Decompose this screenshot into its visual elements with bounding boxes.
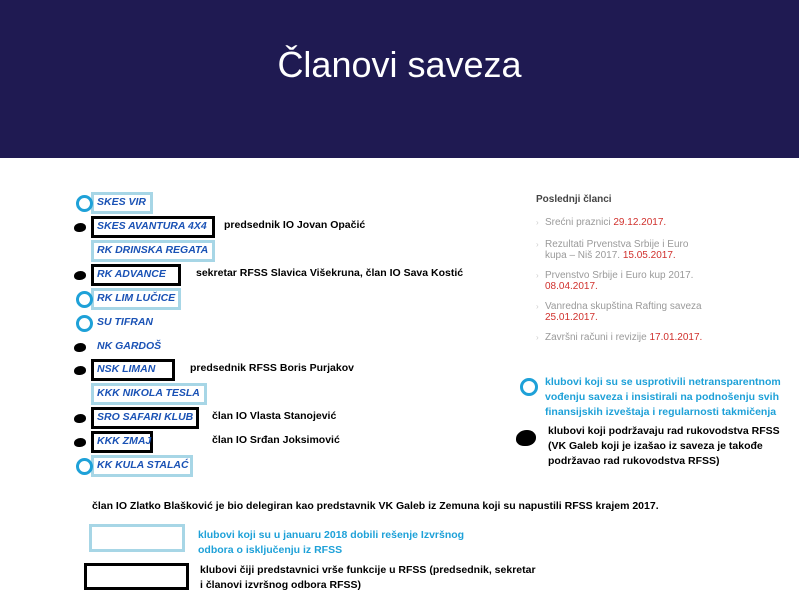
sidebar-title: Poslednji članci [536,194,612,205]
legend-dark-box [84,563,189,590]
club-role-note: član IO Srđan Joksimović [212,434,340,446]
club-name: SKES AVANTURA 4X4 [97,220,207,232]
slide-header [0,0,799,158]
article-link[interactable]: Vanredna skupština Rafting saveza [545,301,702,312]
article-link[interactable]: Prvenstvo Srbije i Euro kup 2017. [545,270,694,281]
ring-icon [76,458,93,475]
legend-blob-icon [516,430,536,446]
blob-icon [74,271,86,280]
article-link[interactable]: Srećni praznici [545,217,611,228]
article-date: 15.05.2017. [622,250,676,261]
club-name: SRO SAFARI KLUB [97,411,194,423]
club-name: SU TIFRAN [97,316,153,328]
legend-light-box [89,524,185,552]
bullet-icon: › [536,240,539,249]
bullet-icon: › [536,218,539,227]
ring-icon [76,195,93,212]
article-date: 17.01.2017. [649,332,703,343]
club-name: RK ADVANCE [97,268,166,280]
ring-icon [76,291,93,308]
club-name: NSK LIMAN [97,363,156,375]
bullet-icon: › [536,333,539,342]
blob-icon [74,366,86,375]
bullet-icon: › [536,271,539,280]
club-name: KK KULA STALAĆ [97,459,189,471]
article-date: 25.01.2017. [545,312,598,323]
blob-icon [74,438,86,447]
article-link[interactable]: Završni računi i revizije [545,332,647,343]
club-role-note: sekretar RFSS Slavica Višekruna, član IO Sava Kostić [196,267,464,279]
legend-dark-box-text: klubovi čiji predstavnici vrše funkcije u RFSS (predsednik, sekretar i članovi izvršnog odbora RFSS) [200,564,536,591]
footnote: član IO Zlatko Blašković je bio delegiran kao predstavnik VK Galeb iz Zemuna koji su napustili RFSS krajem 2017. [92,500,659,512]
legend-ring-text: klubovi koji su se usprotivili netransparentnom vođenju saveza i insistirali na podnošenju svih finansijskih izveštaja i regularnosti takmičenja [545,376,781,418]
club-role-note: član IO Vlasta Stanojević [212,410,337,422]
club-name: KKK ZMAJ [97,435,152,447]
article-date: 08.04.2017. [545,281,598,292]
club-name: RK DRINSKA REGATA [97,244,209,256]
club-name: KKK NIKOLA TESLA [97,387,200,399]
blob-icon [74,223,86,232]
club-name: RK LIM LUČICE [97,292,176,304]
blob-icon [74,343,86,352]
ring-icon [76,315,93,332]
legend-ring-icon [520,378,538,396]
bullet-icon: › [536,302,539,311]
club-role-note: predsednik RFSS Boris Purjakov [190,362,354,374]
article-link[interactable]: Rezultati Prvenstva Srbije i Euro kupa – Niš 2017. [545,239,689,261]
slide-title: Članovi saveza [277,44,522,85]
article-date: 29.12.2017. [613,217,667,228]
legend-light-box-text: klubovi koji su u januaru 2018 dobili rešenje Izvršnog odbora o isključenju iz RFSS [198,529,465,556]
club-name: SKES VIR [97,196,147,208]
blob-icon [74,414,86,423]
club-name: NK GARDOŠ [97,340,162,352]
club-role-note: predsednik IO Jovan Opačić [224,219,366,231]
legend-blob-text: klubovi koji podržavaju rad rukovodstva RFSS (VK Galeb koji je izašao iz saveza je takođe podržavao rad rukovodstva RFSS) [548,425,780,467]
